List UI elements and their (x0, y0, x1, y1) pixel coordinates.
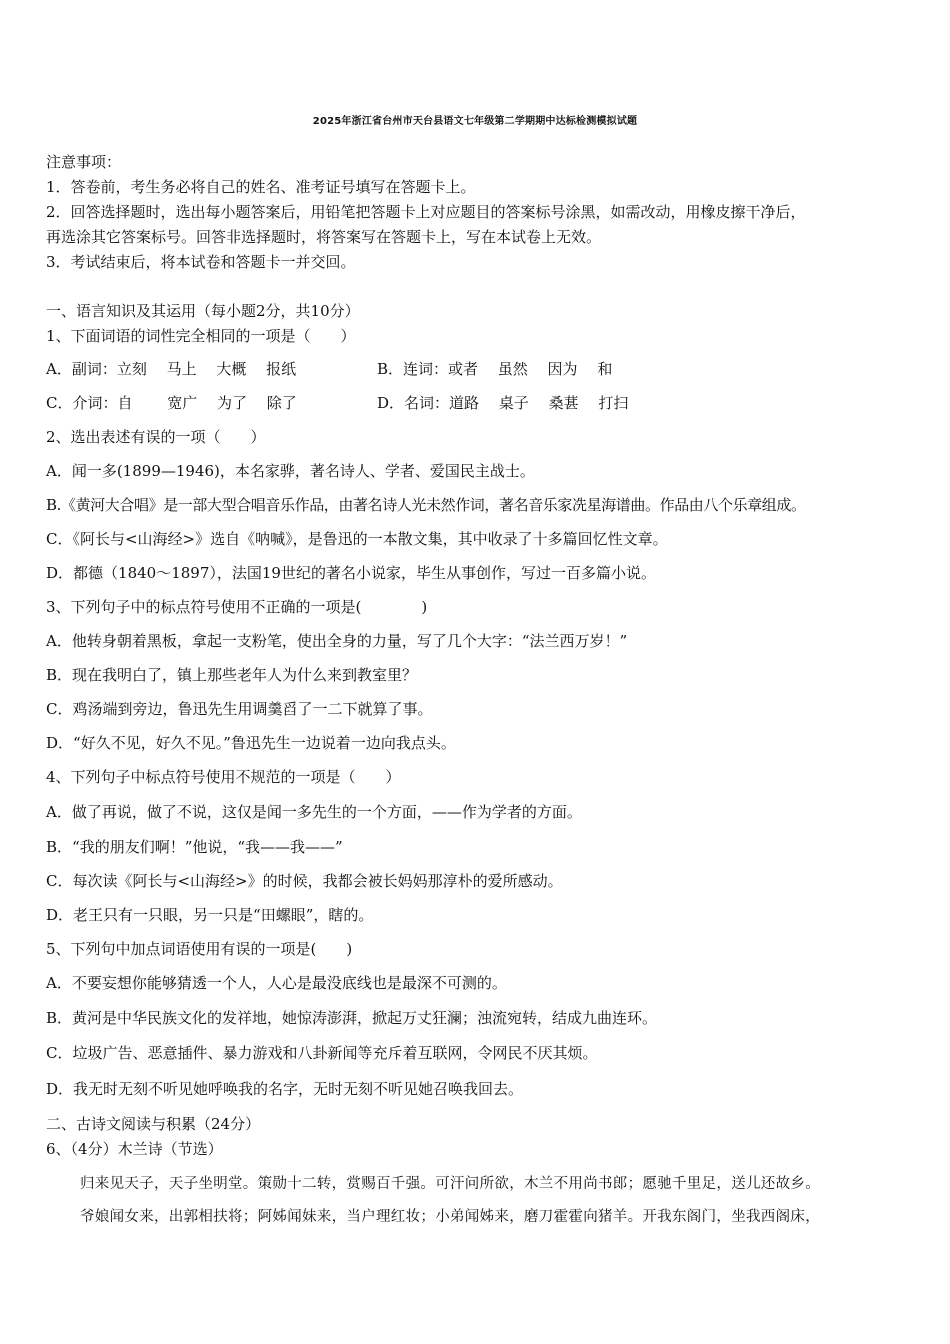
q4-option-c: C．每次读《阿长与<山海经>》的时候，我都会被长妈妈那淳朴的爱所感动。 (46, 872, 563, 890)
notice-item-2-cont: 再选涂其它答案标号。回答非选择题时，将答案写在答题卡上，写在本试卷上无效。 (46, 228, 602, 246)
q2-option-b: B.《黄河大合唱》是一部大型合唱音乐作品，由著名诗人光未然作词，著名音乐家冼星海谱曲。作品由八个乐章组成。 (46, 496, 806, 514)
q1-stem: 1、下面词语的词性完全相同的一项是（ ） (46, 327, 356, 345)
q6-stem: 6、（4分）木兰诗（节选） (46, 1140, 223, 1158)
q3-option-a: A．他转身朝着黑板，拿起一支粉笔，使出全身的力量，写了几个大字：“法兰西万岁！” (46, 632, 628, 650)
q1-option-b: B．连词：或者 虽然 因为 和 (377, 360, 613, 378)
q5-option-b: B．黄河是中华民族文化的发祥地，她惊涛澎湃，掀起万丈狂澜；浊流宛转，结成九曲连环。 (46, 1009, 658, 1027)
q1-option-c: C．介词：自 宽广 为了 除了 (46, 394, 297, 412)
q5-option-c: C．垃圾广告、恶意插件、暴力游戏和八卦新闻等充斥着互联网，令网民不厌其烦。 (46, 1044, 598, 1062)
q2-option-c: C．《阿长与<山海经>》选自《呐喊》，是鲁迅的一本散文集，其中收录了十多篇回忆性文章。 (46, 530, 668, 548)
q2-option-a: A．闻一多(1899—1946)，本名家骅，著名诗人、学者、爱国民主战士。 (46, 462, 535, 480)
q2-stem: 2、选出表述有误的一项（ ） (46, 428, 266, 446)
notice-item-1: 1．答卷前，考生务必将自己的姓名、准考证号填写在答题卡上。 (46, 178, 476, 196)
notice-item-3: 3．考试结束后，将本试卷和答题卡一并交回。 (46, 253, 356, 271)
section2-heading: 二、古诗文阅读与积累（24分） (46, 1115, 261, 1133)
notice-heading: 注意事项： (46, 153, 122, 171)
q5-option-d: D．我无时无刻不听见她呼唤我的名字，无时无刻不听见她召唤我回去。 (46, 1080, 524, 1098)
poem-line-1: 归来见天子，天子坐明堂。策勋十二转，赏赐百千强。可汗问所欲，木兰不用尚书郎；愿驰千里足，送儿还故乡。 (80, 1176, 820, 1192)
q5-stem: 5、下列句中加点词语使用有误的一项是( ) (46, 940, 353, 958)
q4-option-d: D．老王只有一只眼，另一只是“田螺眼”，瞎的。 (46, 906, 374, 924)
exam-title: 2025年浙江省台州市天台县语文七年级第二学期期中达标检测模拟试题 (312, 116, 638, 127)
q4-stem: 4、下列句子中标点符号使用不规范的一项是（ ） (46, 768, 401, 786)
q3-stem: 3、下列句子中的标点符号使用不正确的一项是( ) (46, 598, 428, 616)
q3-option-b: B．现在我明白了，镇上那些老年人为什么来到教室里？ (46, 666, 418, 684)
q1-option-d: D．名词：道路 桌子 桑葚 打扫 (377, 394, 629, 412)
section1-heading: 一、语言知识及其运用（每小题2分，共10分） (46, 302, 360, 320)
q5-option-a: A．不要妄想你能够猜透一个人，人心是最没底线也是最深不可测的。 (46, 974, 507, 992)
q4-option-a: A．做了再说，做了不说，这仅是闻一多先生的一个方面，——作为学者的方面。 (46, 803, 582, 821)
q4-option-b: B．“我的朋友们啊！”他说，“我——我——” (46, 838, 343, 856)
poem-line-2: 爷娘闻女来，出郭相扶将；阿姊闻妹来，当户理红妆；小弟闻姊来，磨刀霍霍向猪羊。开我东阁门，坐我西阁床， (80, 1209, 820, 1225)
q3-option-c: C．鸡汤端到旁边，鲁迅先生用调羹舀了一二下就算了事。 (46, 700, 433, 718)
q3-option-d: D．“好久不见，好久不见。”鲁迅先生一边说着一边向我点头。 (46, 734, 456, 752)
notice-item-2: 2．回答选择题时，选出每小题答案后，用铅笔把答题卡上对应题目的答案标号涂黑，如需改动，用橡皮擦干净后， (46, 203, 806, 221)
q1-option-a: A．副词：立刻 马上 大概 报纸 (46, 360, 297, 378)
q2-option-d: D．都德（1840～1897），法国19世纪的著名小说家，毕生从事创作，写过一百多篇小说。 (46, 564, 656, 582)
